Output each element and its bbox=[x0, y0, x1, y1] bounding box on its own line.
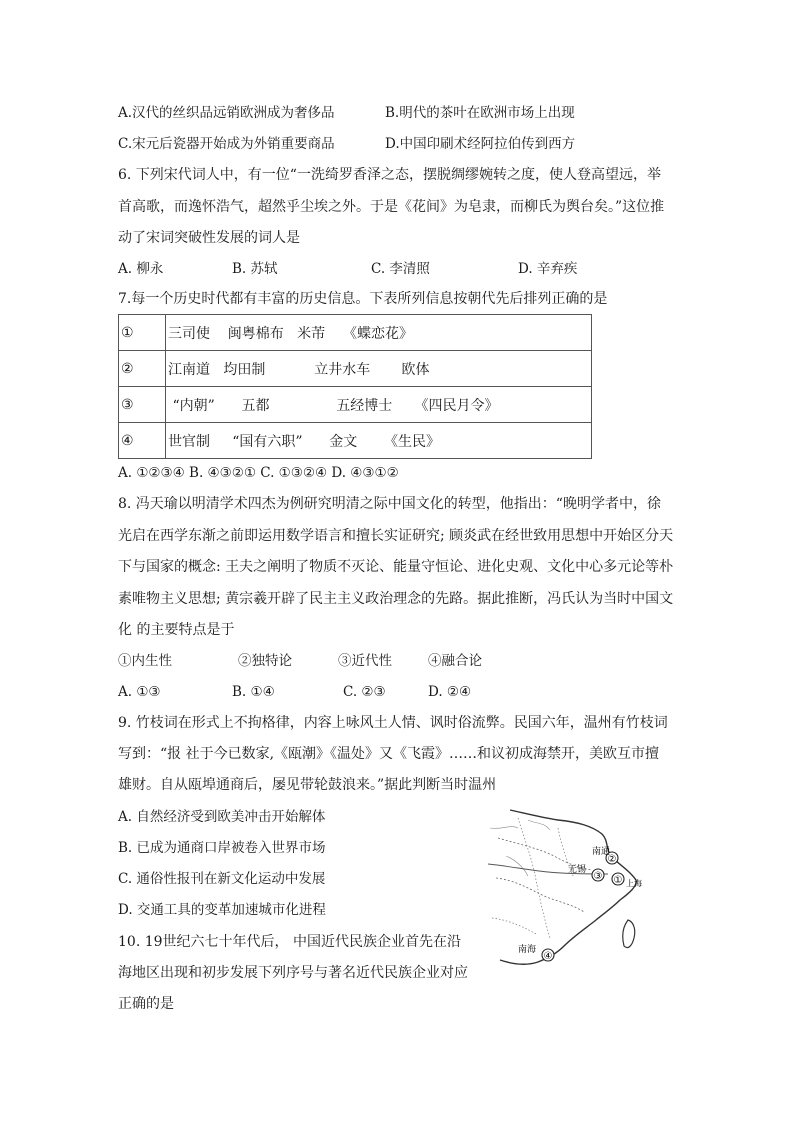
boundary-line bbox=[518, 818, 550, 938]
q5-option-a: A.汉代的丝织品远销欧洲成为奢侈品 bbox=[118, 105, 335, 121]
marker-1 bbox=[612, 873, 624, 886]
table-row bbox=[119, 387, 592, 423]
row-content: “内朝” 五都 五经博士 《四民月令》 bbox=[166, 387, 592, 423]
q8-stem-line5: 化 的主要特点是于 bbox=[118, 622, 235, 638]
q6-option-a: A. 柳永 bbox=[118, 261, 164, 277]
q5-option-c: C.宋元后瓷器开始成为外销重要商品 bbox=[118, 136, 335, 152]
river-line bbox=[488, 864, 608, 874]
q9-option-a: A. 自然经济受到欧美冲击开始解体 bbox=[118, 809, 326, 825]
shanghai-label: 上海 bbox=[626, 879, 642, 888]
q6-stem-line1: 6. 下列宋代词人中，有一位“一洗绮罗香泽之态，摆脱绸缪婉转之度，使人登高望远，举 bbox=[118, 167, 661, 183]
svg-text:④: ④ bbox=[543, 951, 553, 962]
q6-option-b: B. 苏轼 bbox=[232, 261, 278, 277]
q8-item-4: ④融合论 bbox=[428, 653, 482, 669]
table-row bbox=[119, 423, 592, 459]
q9-stem-line1: 9. 竹枝词在形式上不拘格律，内容上咏风土人情、讽时俗流弊。民国六年，温州有竹枝词 bbox=[118, 715, 668, 731]
q6-stem-line2: 首高歌，而逸怀浩气，超然乎尘埃之外。于是《花间》为皂隶，而柳氏为舆台矣。”这位推 bbox=[118, 199, 665, 215]
q9-stem-line3: 雄财。自从瓯埠通商后，屡见带轮鼓浪来。”据此判断当时温州 bbox=[118, 777, 497, 793]
q6-stem-line3: 动了宋词突破性发展的词人是 bbox=[118, 230, 300, 246]
boundary-line bbox=[492, 918, 536, 934]
q10-stem-line3: 正确的是 bbox=[118, 996, 174, 1012]
q7-stem: 7.每一个历史时代都有丰富的历史信息。下表所列信息按朝代先后排列正确的是 bbox=[118, 291, 608, 307]
river-line bbox=[490, 820, 550, 876]
nanhai-label: 南海 bbox=[518, 945, 537, 955]
q6-option-d: D. 辛弃疾 bbox=[518, 261, 578, 277]
row-number: ② bbox=[119, 351, 166, 387]
q8-stem-line1: 8. 冯天瑜以明清学术四杰为例研究明清之际中国文化的转型，他指出：“晚明学者中，徐 bbox=[118, 496, 661, 512]
q5-option-b: B.明代的茶叶在欧洲市场上出现 bbox=[385, 105, 575, 121]
q8-item-3: ③近代性 bbox=[338, 653, 392, 669]
q5-option-d: D.中国印刷术经阿拉伯传到西方 bbox=[385, 136, 576, 152]
q8-option-b: B. ①④ bbox=[232, 684, 275, 700]
svg-text:②: ② bbox=[607, 854, 617, 865]
map-graphic bbox=[488, 808, 648, 968]
q7-info-table bbox=[118, 314, 592, 459]
q8-stem-line2: 光启在西学东渐之前即运用数学语言和擅长实证研究; 顾炎武在经世致用思想中开始区分天 bbox=[118, 528, 674, 544]
row-number: ③ bbox=[119, 387, 166, 423]
row-content: 江南道 均田制 立井水车 欧体 bbox=[166, 351, 592, 387]
boundary-line bbox=[496, 878, 584, 912]
svg-text:③: ③ bbox=[593, 871, 603, 882]
q9-stem-line2: 写到：“报 社于今已数家,《瓯潮》《温处》又《飞霞》……和议初成海禁开，美欧互市擅 bbox=[118, 746, 660, 762]
taiwan-island bbox=[623, 920, 635, 948]
row-number: ④ bbox=[119, 423, 166, 459]
q8-option-a: A. ①③ bbox=[118, 684, 161, 700]
table-row bbox=[119, 315, 592, 351]
q8-item-2: ②独特论 bbox=[238, 653, 292, 669]
q8-item-1: ①内生性 bbox=[118, 653, 172, 669]
q10-stem-line2: 海地区出现和初步发展下列序号与著名近代民族企业对应 bbox=[118, 965, 468, 981]
q10-stem-line1: 10. 19世纪六七十年代后， 中国近代民族企业首先在沿 bbox=[118, 934, 461, 950]
wuxi-label: 无锡 bbox=[568, 865, 587, 875]
coastline bbox=[500, 810, 636, 964]
table-row bbox=[119, 351, 592, 387]
row-content: 世官制 “国有六职” 金文 《生民》 bbox=[166, 423, 592, 459]
svg-text:①: ① bbox=[613, 875, 623, 886]
q9-option-d: D. 交通工具的变革加速城市化进程 bbox=[118, 902, 326, 918]
china-coast-map bbox=[488, 808, 648, 968]
q9-option-b: B. 已成为通商口岸被卷入世界市场 bbox=[118, 840, 326, 856]
q8-stem-line3: 下与国家的概念: 王夫之阐明了物质不灭论、能量守恒论、进化史观、文化中心多元论等朴 bbox=[118, 559, 674, 575]
row-content: 三司使 闽粤棉布 米芾 《蝶恋花》 bbox=[166, 315, 592, 351]
row-number: ① bbox=[119, 315, 166, 351]
marker-4 bbox=[542, 949, 554, 962]
q8-option-c: C. ②③ bbox=[343, 684, 386, 700]
q8-stem-line4: 素唯物主义思想; 黄宗羲开辟了民主主义政治理念的先路。据此推断，冯氏认为当时中国文 bbox=[118, 591, 674, 607]
nantong-label: 南通 bbox=[592, 847, 611, 857]
q9-option-c: C. 通俗性报刊在新文化运动中发展 bbox=[118, 871, 326, 887]
q6-option-c: C. 李清照 bbox=[371, 261, 430, 277]
q8-option-d: D. ②④ bbox=[428, 684, 472, 700]
marker-3 bbox=[592, 869, 604, 882]
q7-answers: A. ①②③④ B. ④③②① C. ①③②④ D. ④③①② bbox=[118, 465, 399, 481]
